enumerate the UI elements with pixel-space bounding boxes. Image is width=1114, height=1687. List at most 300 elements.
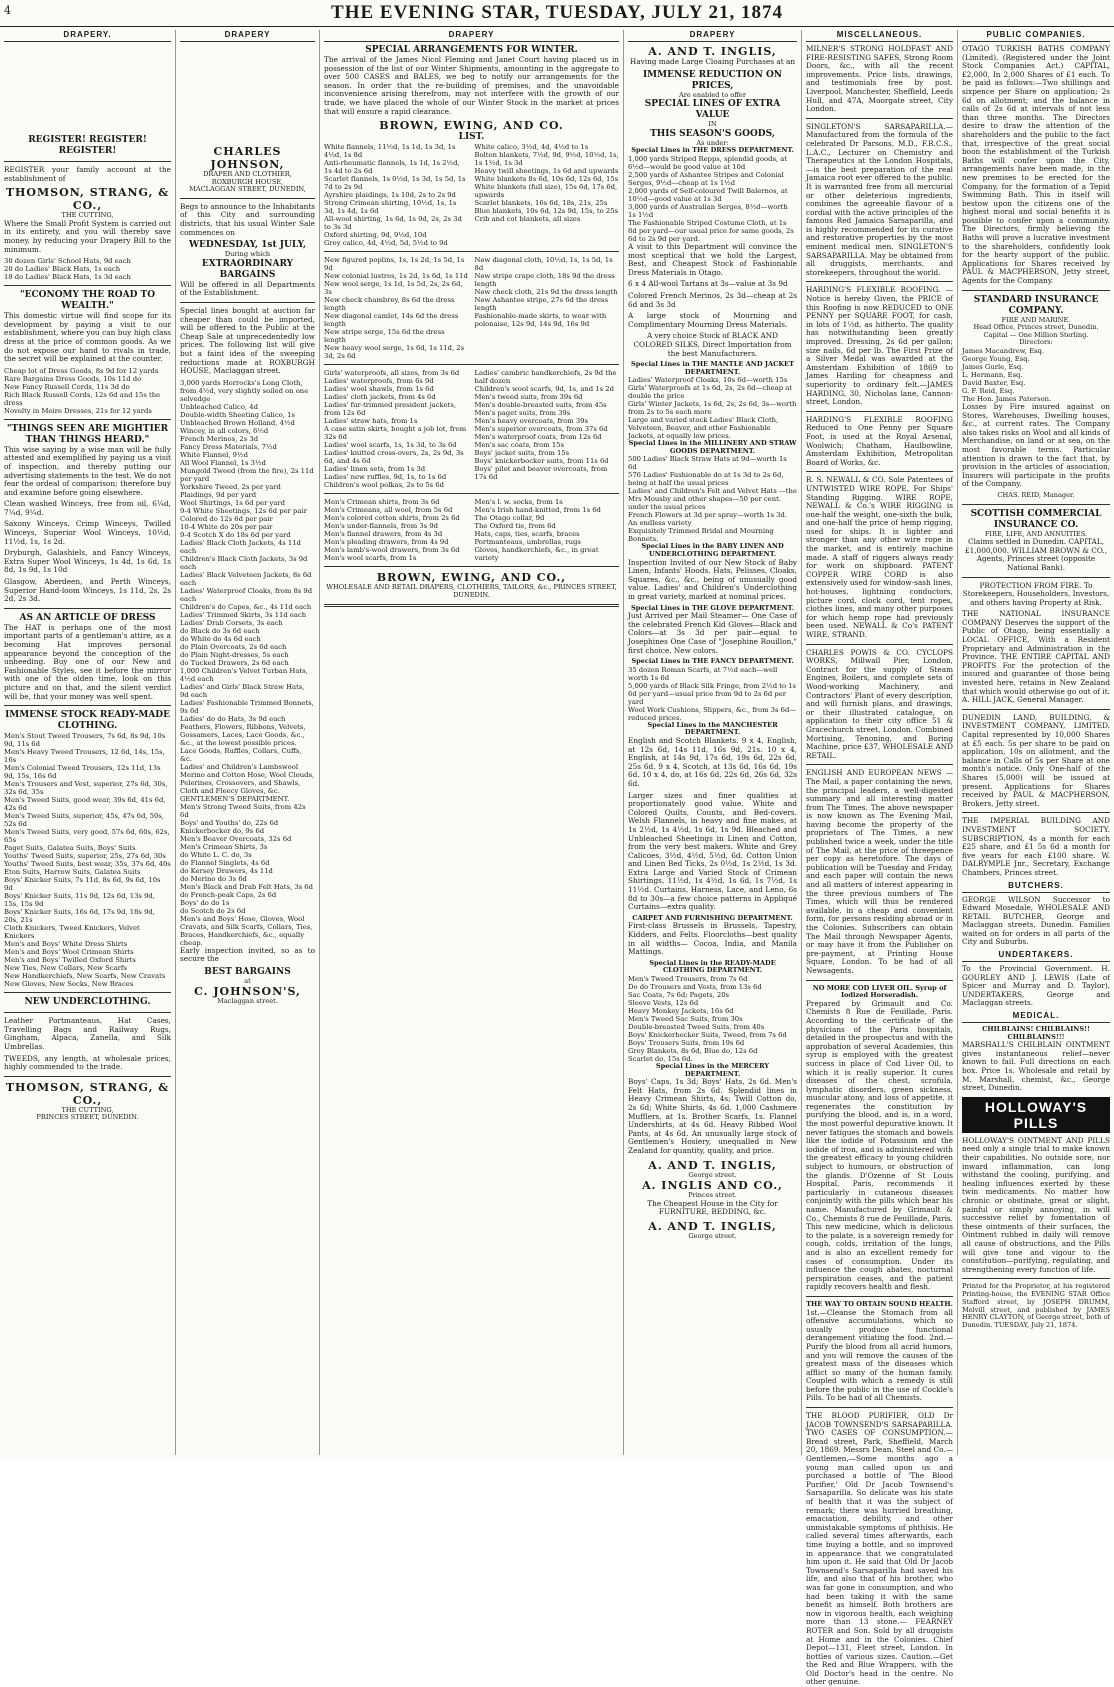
list-item: White Flannel, 9½d [180,450,248,459]
list-item: Hats, caps, ties, scarfs, braces [474,530,580,539]
list-item: Oxford shirting, 9d, 9½d, 10d [324,231,427,240]
list-item: Fancy Dress Materials, 7½d [180,442,277,451]
list-item: Men's Strong Tweed Suits, from 42s 6d [180,802,306,819]
way-title: THE WAY TO OBTAIN SOUND HEALTH. [806,1299,953,1308]
portmanteaus: Leather Portmanteaus, Hat Cases, Travelling Bags and Railway Rugs, Gingham, Alpaca, Zanella, and Silk Umbrellas. [4,1016,171,1051]
dress-lot: Cheap lot of Dress Goods, 8s 9d for 12 yards [4,366,159,375]
list-item: Men's under-flannels, from 3s 9d [324,522,439,531]
standard-capital: Capital — One Million Sterling. [983,330,1089,339]
list-item: do Plain Overcoats, 2s 6d each [180,642,287,651]
list-item: White flannels, 11½d, 1s 1d, 1s 3d, 1s 4½d, 1s 8d [324,143,456,160]
dress-title: Special Lines in THE DRESS DEPARTMENT. [631,146,794,155]
list-item: New stripe crape cloth, 18s 9d the dress length [474,272,615,289]
list-item: The Hon. James Paterson. [962,395,1052,403]
list-item: Men's paget suits, from 39s [474,409,571,418]
list-item: Men's Crimean Shirts, 3s [180,842,268,851]
glove-body: Just Arrived per Mail Steamer— One Case of the celebrated French Kid Gloves—Black and Colors—at 3s 3d per pair—equal to Josephines One Case of "Josephine Rouillon," first choice. New colors. [628,611,797,655]
list-item: New wool serge, 1s 1d, 1s 5d, 2s, 2s 6d, 3s [324,280,463,297]
johnson-footer-street: Maclaggan street. [217,997,278,1006]
list-item: do French-peak Caps, 2s 6d [180,890,277,899]
list-item: Unbleached Brown Holland, 4½d [180,418,295,427]
list-item: Scarlet do, 15s 6d. [628,1055,693,1063]
princes-street: Princes street. [688,1191,737,1200]
list-item: Bolton blankets, 7½d, 9d, 9½d, 10½d, 1s, 1s 1½d, 1s 3d [474,151,619,168]
millinery-items [628,455,797,543]
list-item: do White L. C. do, 3s [180,850,252,859]
list-item: Boys' and Youths' do, 22s 6d [180,818,279,827]
larger-body: Larger sizes and finer qualities at proportionately good value. White and Colored Quilts, Counts, and Bed-covers. Welsh Flannels, in heavy and fine makes, at 1s 2½d, 1s 4½d, 1s 6d, 1s 9d. Bleached and Unbleached Sheetings in Linen and Cotton, from the very best makers. White and Grey Calicoes, 3½d, 4½d, 5½d, 6d. Cotton Union and Linen Bed Ticks, 2s 0½d, 1s 2½d, 1s 3d. Extra Large and Varied Stock of Crimean Shirtings, 11½d, 1s 4½d, 1s 6d, 1s 7½d, 1s 11½d. Curtains, Harness, Lace, and Leno, 6s 8d to 30s—a few choice patterns in Appliqué Curtains—extra quality. [628,790,797,912]
inglis-visit: A visit to this Department will convince the most sceptical that we hold the Largest, Best, and Cheapest Stock of Fashionable Dress Materials in Otago. [628,241,797,277]
list-item: Children's Black Cloth Jackets, 3s 9d each [180,554,308,571]
dress-lot: Novelty in Moire Dresses, 21s for 12 yards [4,406,152,415]
list-item: Men's heavy overcoats, from 39s [474,417,588,426]
cheapest-house: The Cheapest House in the City for FURNITURE, BEDDING, &c. [647,1198,778,1217]
clothing-line: Men's Stout Tweed Trousers, 7s 6d, 8s 9d, 10s 9d, 11s 6d [4,732,166,749]
list-right [475,143,620,247]
during-label: During which [224,250,271,259]
list-item: Men's pleading drawers, from 4s 9d [324,538,449,547]
hat-line: 20 do Ladies' Black Hats, 1s each [4,265,121,274]
list-item: Exquisitely Trimmed Bridal and Mourning Bonnets. [628,527,774,544]
page-number: 4 [4,4,11,17]
list-item: Men's Irish hand-knitted, from 1s 6d [474,506,601,515]
list-item: Men's wool scarfs, from 1s [324,554,417,563]
list-item: L. Hermann, Esq. [962,371,1023,379]
list-item: Ladies' Black Velveteen Jackets, 8s 6d each [180,570,312,587]
list-item: Ladies' do do Hats, 3s 9d each [180,714,286,723]
powis-ad: CHARLES POWIS & CO. CYCLOPS WORKS, Millwall Pier, London, Contract for the supply of Steam Engines, Boilers, and complete sets of Wood-working Machinery, and Contractors' Plant of every description, and will furnish plans, and drawings, or their illustrated catalogue, on application to their city office 51 & Gracechurch street, London. Combined Mortising, Tenoning, and Boring Machine, price £37, WHOLESALE AND RETAIL. [806,647,953,760]
inglis-tartan: 6 x 4 All-wool Tartans at 3s—value at 3s 9d [628,279,788,289]
article-body: The HAT is perhaps one of the most important parts of a gentleman's attire, as a becoming Hat improves personal appearance beyond the conception of the unheeding. Buy one of our New and Fashionable Styles, see it before the mirror with one of the olden time, look on this picture and on that, and the silent verdict will be, that your money was well spent. [4,622,171,701]
newall-ad: R. S. NEWALL & CO. Sole Patentees of UNTWISTED WIRE ROPE, For Ships' Standing Rigging. WIRE ROPE, NEWALL & Co.'s WIRE RIGGING is one-half the weight, one-sixth the bulk, and one-half the price of hemp rigging, used for ships. It is lighter and stronger than any other wire rope in the market, and is entirely machine made. A staff of riggers always ready for work on shipboard. PATENT COPPER WIRE CORD is also extensively used for window-sash lines, hot-houses, lightning conductors, picture cord, clock cord, tent ropes, clothes lines, and many other purposes for which hemp rope had previously been used. NEWALL & Co's PATENT WIRE, STRAND. [806,475,953,639]
clothing-line: Men's Tweed Suits, good wear, 39s 6d, 41s 6d, 42s 6d [4,796,166,813]
list-item: Men's and Boys' Hose, Gloves, Wool Cravats, and Silk Scarfs, Collars, Ties, Braces, Handkerchiefs, &c., equally cheap. [180,914,313,947]
list-item: Men's lamb's-wool drawers, from 3s 6d [324,546,460,555]
protection-notice: PROTECTION FROM FIRE. To Storekeepers, Householders, Investors, and others having Property at Risk. [962,580,1110,607]
list-item: do Merino do 3s 6d [180,874,247,883]
stock-title: IMMENSE STOCK READY-MADE CLOTHING. [5,710,170,732]
list-item: Men's colored cotton shirts, from 2s 6d [324,514,460,523]
hat-line: 30 dozen Girls' School Hats, 9d each [4,257,131,266]
register-body: REGISTER your family account at the establishment of [4,165,171,183]
list-item: White blankets (full size), 15s 6d, 17s 6d, upwards [474,183,618,200]
list-item: do Plain Night-dresses, 5s each [180,650,289,659]
list-item: Men's flannel drawers, from 4s 3d [324,530,443,539]
list-item: Wool Work Cushions, Slippers, &c., from 3s 6d—reduced prices. [628,705,797,722]
list-item: Girls' waterproofs, all sizes, from 3s 6d [324,369,460,378]
list-item: Ladies' Black Cloth Jackets, 4s 11d each [180,538,301,555]
cod-body: Prepared by Grimault and Co. Chemists 8 Rue de Feuillade, Paris. According to the certificate of the physicians of the Paris hospitals, detailed in the prospectus and with the approbation of several Academies, this syrup is employed with the greatest success in place of Cod Liver Oil, to which it is really superior. It cures diseases of the chest, scrofula, lymphatic disorders, green sickness, muscular atony, and loss of appetite, it regenerates the constitution by purifying the blood, and is, in a word, the most powerful depurative known. It never fatigues the stomach and bowels like the iodide of Potassium and the iodide of iron, and is administered with the greatest efficacy to young children subject to humours, or obstruction of the glands. D'Ozenne of St Louis Hospital, Paris, recommends it particularly in cutaneous diseases conjointly with the pills which bear his name. Manufactured by Grimault & Co., Chemists 8 rue de Feuillade, Paris. This new medicine, which is delicious to the palate, is a sovereign remedy for cough, colds, irritation of the lungs, and is also an excellent remedy for cases of consumption. Under its influence the cough abates, nocturnal perspiration ceases, and the patient rapidly recovers health and flesh. [806,998,953,1292]
shirts-left [324,498,469,562]
firm-name: THOMSON, STRANG, & CO., [5,186,170,213]
mantle-items [628,376,797,440]
list-item: Ladies' linen sets, from 1s 3d [324,465,426,474]
list-item: Ladies' Fashionable Trimmed Bonnets, 9s 6d [180,698,314,715]
list-item: Ladies' new ruffles, 9d, 1s, to 1s 6d [324,473,447,482]
list-item: Heavy twill sheetings, 1s 6d and upwards [474,167,619,176]
list-item: 10-4 White do 20s per pair [180,522,273,531]
brown-ewing-firm: BROWN, EWING, AND CO. [379,119,564,133]
list-item: 576 Ladies' Fashionable do at 1s 3d to 2s 6d, being at half the usual prices [628,471,784,488]
inglis-colored: Colored French Merinos, 2s 3d—cheap at 2s 6d and 3s 3d [628,290,797,309]
tweeds: TWEEDS, any length, at wholesale prices, highly commended to the trade. [4,1053,171,1072]
fancy-title: Special Lines in THE FANCY DEPARTMENT. [631,657,794,666]
girls-right [475,369,620,489]
special-lines: Special lines bought at auction far cheaper than could be imported, will be offered to the Public at the Cheap Sale at unprecedentedly low prices. The following list will give but a faint idea of the sweeping reductions made at ROXBURGH HOUSE, Maclaggan street. [180,305,315,376]
directors-label: Directors: [1019,338,1053,347]
clothing-line: Boys' Knicker Suits, 16s 6d, 17s 9d, 18s 9d, 20s, 21s [4,908,155,925]
column-miscellaneous [802,30,958,1687]
list-item: Children's wool polkas, 2s to 5s 6d [324,481,444,490]
column-heading: PUBLIC COMPANIES. [962,30,1110,42]
list-item: David Baxter, Esq. [962,379,1026,387]
special-arrangements-title: SPECIAL ARRANGEMENTS FOR WINTER. [365,45,578,55]
list-item: Do do Trousers and Vests, from 13s 6d [628,983,762,991]
clothing-line: New Ties, New Collars, New Scarfs [4,964,127,973]
clothing-line: Men's and Boys' White Dress Shirts [4,940,128,949]
merinos-left [324,256,469,360]
list-item: Colored do 12s 6d per pair [180,514,273,523]
list-item: 2,000 yards of Self-coloured Twill Balernos, at 10½d—good value at 1s 3d [628,186,788,203]
butchers-heading: BUTCHERS. [962,881,1110,893]
inglis-season: THIS SEASON'S GOODS, [650,128,775,139]
inglis-footer-3: A. AND T. INGLIS, [648,1219,777,1233]
sale-date: WEDNESDAY, 1st JULY, [188,240,307,251]
list-item: Children's wool scarfs, 9d, 1s, and 1s 2d [474,385,614,394]
list-item: Ladies' wool scarfs, 1s, 1s 3d, to 3s 6d [324,441,457,450]
list-item: Boys' do do 1s [180,898,230,907]
list-item: Ladies' fur-trimmed president jackets, from 12s 6d [324,401,457,418]
list-item: 1,000 yards Striped Repps, splendid goods, at 6½d—would be good value at 10d [628,154,788,171]
list-item: The Fashionable Striped Costume Cloth, at 1s 8d per yard—our usual price for same goods, 2s 6d to 2s 9d per yard. [628,218,794,243]
list-item: Crib and cot blankets, all sizes [474,215,581,224]
list-item: Fashionable-made skirts, to wear with polonaise, 12s 9d, 14s 9d, 16s 9d [474,312,607,329]
clothing-line: Men's Colonial Tweed Trousers, 12s 11d, 13s 9d, 15s, 16s 6d [4,764,161,781]
johnson-announce: Begs to announce to the Inhabitants of this City and surrounding districts, that his usual Winter Sale commences on [180,201,315,237]
list-item: Ayrshire plaidings, 1s 10d, 2s to 2s 9d [324,191,456,200]
scottish-title: SCOTTISH COMMERCIAL INSURANCE CO. [970,508,1102,530]
johnson-street: MACLAGGAN STREET, DUNEDIN, [189,185,306,194]
list-item: Ladies' straw hats, from 1s [324,417,418,426]
list-item: 5,000 yards of Black Silk Fringe, from 2½d to 1s 6d per yard—usual price from 9d to 2s 6d per yard [628,681,797,706]
column-heading: DRAPERY [324,30,619,42]
list-item: do Scotch do 2s 6d [180,906,246,915]
johnson-name: CHARLES JOHNSON, [210,145,285,171]
list-item: Blue blankets, 10s 6d, 12s 9d, 15s, to 25s [474,207,619,216]
list-item: Men's Tweed Sac Suits, from 30s [628,1015,743,1023]
column-heading: DRAPERY. [4,30,171,42]
list-item: New Ashantee stripe, 27s 6d the dress length [474,296,608,313]
list-item: Double-width Sheeting Calico, 1s [180,410,295,419]
national-ad: THE NATIONAL INSURANCE COMPANY Deserves the support of the Public of Otago, being essentially a LOCAL OFFICE, With a Resident Proprietary and Administration in the Province. THE ENTIRE CAPITAL AND PROFITS For the protection of the insured and guarantee of those being invested here, retains in New Zealand that which would otherwise go out of it. A. HILL JACK, General Manager. [962,609,1110,705]
list-item: The Oxford tie, from 6d [474,522,556,531]
list-item: The Otago collar, 9d [474,514,545,523]
list-item: New diagonal cloth, 10½d, 1s, 1s 5d, 1s 8d [474,256,613,273]
inglis-intro: Having made Large Cloaing Purchases at an [629,57,796,66]
clothing-line: New Gloves, New Socks, New Braces [4,980,134,989]
millinery-title: Special Lines in the MILLINERY AND STRAW GOODS DEPARTMENT. [628,439,797,455]
list-item: James Gurle, Esq. [962,363,1024,371]
list-item: Men's tweed suits, from 39s 6d [474,393,583,402]
inglis-special: SPECIAL LINES OF EXTRA VALUE [644,99,781,121]
list-item: Ladies' Drab Corsets, 3s each [180,618,283,627]
column-heading: DRAPERY [628,30,797,42]
johnson-footer: C. JOHNSON'S, [194,985,301,999]
list-item: George Young, Esq. [962,355,1030,363]
list-item: Ladies' Trimmed Skirts, 3s 11d each [180,610,307,619]
list-item: Ladies' and Girls' Black Straw Hats, 9d each [180,682,305,699]
list-item: Plaidings, 9d per yard [180,490,257,499]
townsend-ad: THE BLOOD PURIFIER, OLD Dr JACOB TOWNSEND'S SARSAPARILLA. TWO CASES OF CONSUMPTION.—Bread street, Park, Sheffield, March 20, 1869. Messrs Dean, Steel and Co.— Gentlemen,—Some months ago a young man called upon us and purchased a bottle of 'The Blood Purifier,' Old Dr Jacob Townsend's Sarsaparilla. So delicate was his state of health that it was the subject of remark; there was hurried breathing, emaciation, debility, and other unmistakable symptoms of phthisis. He called several times afterwards, each time buying a bottle, and so improved in appearance that we congratulated him upon it. He said that Old Dr Jacob Townsend's Sarsaparilla had saved his life, and also that of his brother, who was far gone in consumption, and who had been taking it with the same benefit as himself. Both brothers are now in vigorous health, each weighing more than 13 stone.— FEARNEY ROTER and Son. Sold by all druggists at Home and in the Colonies. Chief Depot—131, Fleet street, London. In bottles of various sizes. Caution.—Get the Red and Blue Wrappers, with the Old Doctor's head in the centre. No other genuine. [806,1411,953,1687]
list-item: do White do 4s 6d each [180,634,261,643]
brown-ewing-footer-sub: WHOLESALE AND RETAIL DRAPERS, CLOTHIERS, TAILORS, &c., PRINCES STREET, DUNEDIN. [326,583,617,599]
merinos-right [475,256,620,360]
list-item: All-wool shirting, 1s 6d, 1s 9d, 2s, 2s 3d to 3s 3d [324,215,462,232]
list-item: Grey calico, 4d, 4½d, 5d, 5½d to 9d [324,239,448,248]
column-heading: DRAPERY [180,30,315,42]
list-item: Ladies' knitted cross-overs, 2s, 2s 9d, 3s 6d, and 4s 6d [324,449,464,466]
inglis-silks: A very choice Stock of BLACK AND COLORED SILKS, Direct Importation from the best Manufacturers. [633,331,792,358]
list-item: Men's Crimean shirts, from 3s 6d [324,498,440,507]
list-item: New check chambrey, 8s 6d the dress length [324,296,455,313]
list-item: Unbleached Calico, 4d [180,402,258,411]
list-item: Gloves, handkerchiefs, &c., in great variety [474,546,599,563]
list-item: A case satin skirts, bought a job lot, from 32s 6d [324,425,467,442]
list-item: Ladies' cambric handkerchiefs, 2s 9d the half dozen [474,369,617,386]
inglis-name: A. AND T. INGLIS, [648,45,777,58]
list-item: Yorkshire Tweed, 2s per yard [180,482,281,491]
standard-manager: CHAS. REID, Manager. [997,490,1075,499]
column-drapery-inglis [624,30,802,1455]
list-item: 3,000 yards of Australian Serges, 8½d—worth 1s 1½d [628,202,788,219]
singleton-ad: SINGLETON'S SARSAPARILLA.— Manufactured from the formula of the celebrated Dr Parsons, M.D., F.R.C.S., L.A.C., Lecturer on Chemistry and Therapeutics at the London Hospitals,—is the best preparation of the real Jamaica root ever offered to the public. It is warranted free from all mercurial or other deleterious ingredients, combines the agreeable flavour of a cordial with the active principles of the famous Red Jamaica Sarsaparilla, and is highly recommended for its curative and restorative properties by the most eminent medical men. SINGLETON'S SARSAPARILLA. May be obtained from all druggists, merchants, and storekeepers, throughout the world. [806,121,953,277]
list-item: Lace Goods, Ruffles, Collars, Cuffs, &c. [180,746,302,763]
list-item: Scarlet blankets, 16s 6d, 18s, 21s, 25s [474,199,608,208]
list-item: G. F. Reid, Esq. [962,387,1015,395]
list-item: GENTLEMEN'S DEPARTMENT. [180,794,290,803]
list-item: Boys' knickerbocker suits, from 11s 6d [474,457,609,466]
list-heading: LIST. [458,132,485,143]
list-item: Boys' Trousers Suits, from 19s 6d [628,1039,745,1047]
clothing-line: Youths' Tweed Suits, best wear, 35s, 37s 6d, 40s [4,860,171,869]
carpet-body: First-class Brussels in Brussels, Tapestry, Kidders, and Felts. Floorcloths—best quality in all widths— Cocoa, India, and Manila Mattings. [628,921,797,957]
wilson-ad: GEORGE WILSON Successor to Edward Mosedale, WHOLESALE AND RETAIL BUTCHER, George and Maclaggan streets, Dunedin. Families waited on for orders in all parts of the City and Suburbs. [962,894,1110,947]
clothing-line: Men's Trousers and Vest, superior, 27s 6d, 30s, 32s 6d, 35s [4,780,168,797]
clothing-line: Men's Heavy Tweed Trousers, 12 6d, 14s, 15s, 16s [4,748,165,765]
clothing-line: Men's and Boys' Twilled Oxford Shirts [4,956,136,965]
list-item: 1,000 Children's Velvet Turban Hats, 4½d each [180,666,308,683]
milner-ad: MILNER'S STRONG HOLDFAST AND FIRE-RESISTING SAFES, Strong Room Doors, &c., with all the recent improvements. Price lists, drawings, and testimonials free by post. Liverpool, Manchester, Sheffield, Leeds Hull, and 47A, Moorgate street, City London. [806,44,953,114]
list-item: Strong Crimean shirting, 10½d, 1s, 1s 3d, 1s 4d, 1s 6d [324,199,457,216]
list-item: Feathers, Flowers, Ribbons, Velvets, Gossamers, Laces, Lace Goods, &c., &c., at the lowest possible prices. [180,722,306,747]
list-item: 9-4 White Sheetings, 12s 6d per pair [180,506,307,515]
list-item: 35 dozen Roman Scarfs, at 7½d each—well worth 1s 6d [628,665,778,682]
holloway-banner: HOLLOWAY'S PILLS [962,1097,1110,1133]
list-item: New heavy wool serge, 1s 6d, 1s 11d, 2s 3d, 2s 6d [324,344,465,361]
bargains-title: EXTRAORDINARY BARGAINS [201,258,294,280]
list-item: New colonial lustres, 1s 2d, 1s 6d, 1s 11d [324,272,468,281]
scottish-body: Claims settled in Dunedin. CAPITAL, £1,000,000. WILLIAM BROWN & CO., Agents, Princes street (opposite National Bank). [964,537,1108,572]
inglis-footer-2: A. INGLIS AND CO., [642,1179,783,1193]
best-bargains: BEST BARGAINS [204,966,291,977]
scottish-sub: FIRE, LIFE, AND ANNUITIES. [984,529,1088,538]
column-heading: MISCELLANEOUS. [806,30,953,42]
wincey-line: Dryburgh, Galashiels, and Fancy Winceys, Extra Super Wool Winceys, 1s 4d, 1s 6d, 1s 8d, 1s 9d, 1s 10d [4,548,171,575]
inglis-reduction: IMMENSE REDUCTION ON PRICES, [642,69,783,91]
mercery-body: Boys' Caps, 1s 3d; Boys' Hats, 2s 6d. Men's Felt Hats, from 2s 6d. Splendid lines in Heavy Crimean Shirts, 4s; Twill Cotton do, 2s 6d; White Shirts, 4s 6d. 1,000 Cashmere Mufflers, at 1s. Brother Scarfs, 1s. Flannel Undershirts, at 4s 6d. Heavy Ribbed Wool Pants, at 4s 6d. An unusually large stock of Gentlemen's Hosiery, unequalled in New Zealand for quantity, quality, and price. [628,1077,797,1155]
list-item: French Flowers at 3d per spray—worth 1s 3d. An endless variety [628,511,788,528]
baby-body: Inspection Invited of our New Stock of Baby Linen, Infants' Hoods, Hats, Pelisses, Cloaks, Squares, &c., &c., being of unusually good value. Ladies' and Children's Underclothing in great variety, marked at nominal prices. [628,557,797,602]
list-item: Boys' jacket suits, from 15s [474,449,570,458]
list-item: New diagonal camlet, 14s 6d the dress length [324,312,459,329]
list-item: Girls' Waterproofs at 1s 6d, 2s, 2s 6d—cheap at double the price [628,384,792,401]
george-street-2: George street. [688,1231,737,1240]
shirts-right [475,498,620,562]
clothing-line: Eton Suits, Harrow Suits, Galatea Suits [4,868,141,877]
mercery-title: Special Lines in the MERCERY DEPARTMENT. [655,1062,770,1078]
undertakers-heading: UNDERTAKERS. [962,950,1110,962]
special-arrangements-body: The arrival of the James Nicol Fleming and Janet Court having placed us in possession of the list of our Winter Shipments, amounting in the aggregate to over 500 CASES and BALES, we beg to notify our arrangements for the season. In order that the re-building of premises, and the unavoidable inconvenience arising therefrom, may not interfere with the growth of our trade, we have placed the whole of our Winter Stock in the market at prices that will ensure a rapid clearance. [324,55,619,116]
list-left [324,143,469,247]
list-item: do Kersey Drawers, 4s 11d [180,866,273,875]
list-item: Men's waterproof coats, from 12s 6d [474,433,602,442]
list-item: Girls' Winter Jackets, 1s 6d, 2s, 2s 6d, 3s—worth from 2s to 5s each more [628,400,797,417]
list-item: White calico, 3½d, 4d, 4½d to 1s [474,143,589,152]
girls-left [324,369,469,489]
list-item: Men's sac coats, from 15s [474,441,564,450]
directors-list [962,347,1110,403]
george-street-1: George street. [688,1170,737,1179]
footer-firm: THOMSON, STRANG, & CO., [5,1080,170,1107]
list-item: Ladies' Waterproof Cloaks, 10s 6d—worth 15s [628,376,788,385]
list-item: Men's Black and Drab Felt Hats, 3s 6d [180,882,313,891]
clothing-line: Boys' Knicker Suits, 7s 11d, 8s 6d, 9s 6d, 10s 9d [4,876,161,893]
list-item: Ladies' cloth jackets, from 4s 6d [324,393,436,402]
baby-title: Special Lines in the BABY LINEN AND UNDERCLOTHING DEPARTMENT. [641,542,784,559]
will-offer: Will be offered in all Departments of the Establishment. [180,279,315,298]
standard-body: Losses by Fire insured against on Stores, Warehouses, Dwelling houses, &c., at current rates. The Company also takes risks on Wool and all kinds of Merchandise, on land or at sea, on the most favorable terms. Particular attention is drawn to the fact that, by provision in the articles of association, Insurers will participate in the profits of the Company. [962,402,1110,489]
johnson-item-list [180,379,315,947]
dress-items [628,155,797,243]
inglis-under: As under: [696,138,729,147]
register-title: REGISTER! REGISTER! REGISTER! [28,135,147,156]
ready-items [628,975,797,1063]
clothing-line: New Handkerchiefs, New Scarfs, New Cravats [4,972,166,981]
footer-address: PRINCES STREET, DUNEDIN. [36,1113,139,1122]
clothing-line: Cloth Knickers, Tweed Knickers, Velvet Knickers [4,924,140,941]
fancy-items [628,666,797,722]
footer-sub: THE CUTTING, [61,1105,114,1114]
inglis-footer-1: A. AND T. INGLIS, [648,1158,777,1172]
list-item: Ladies' and Children's Lambswool Merino and Cotton Hose, Wool Clouds, Pelerines, Crossovers, and Shawls, Cloth and Fleecy Gloves, &c. [180,762,315,795]
list-item: Men's Tweed Trousers, from 7s 6d [628,975,748,983]
firm-sub: THE CUTTING, [61,211,114,220]
masthead [0,0,1114,27]
list-item: Children's do Capes, &c., 4s 11d each [180,602,312,611]
manchester-body: English and Scotch Blankets. 9 x 4, English, at 12s 6d, 14s 11d, 16s 9d, 21s. 10 x 4, English, at 14s 9d, 17s 6d, 19s 6d, 22s 6d, 25s 6d. 9 x 4, Scotch, at 13s 6d, 16s 6d, 19s 6d. 10 x 4, do, at 16s 6d, 22s 6d, 26s 6d, 32s 6d. [628,735,797,788]
list-item: 500 Ladies' Black Straw Hats at 9d—worth 1s 6d [628,455,787,472]
list-item: New check cloth, 21s 9d the dress length [474,288,618,297]
ready-title: Special Lines in the READY-MADE CLOTHING DEPARTMENT. [649,958,776,975]
list-item: Anti-rheumatic flannels, 1s 1d, 1s 2½d, 1s 4d to 2s 6d [324,159,460,176]
glove-title: Special Lines in THE GLOVE DEPARTMENT. [631,603,794,612]
list-item: do Tucked Drawers, 2s 6d each [180,658,289,667]
column-public-companies [958,30,1114,1455]
list-item: Men's Crimeans, all wool, from 5s 6d [324,506,453,515]
column-drapery-brown-ewing [320,30,624,1455]
mantle-title: Special Lines in THE MANTLE AND JACKET DEPARTMENT. [631,360,794,376]
things-body: This wise saying by a wise man will be fully attested and exemplified by paying us a visit of inspection, and thereby putting our advertising statements to the test. We do not fear the ordeal of comparison; therefore buy and examine before going elsewhere. [4,444,171,497]
clothing-line: Paget Suits, Galatea Suits, Boys' Suits [4,844,136,853]
list-item: do Flannel Singlets, 4s 6d [180,858,270,867]
gourley-ad: To the Provincial Government. H. GOURLEY AND J. LEWIS (Late of Spicer and Murray and D. Taylor), UNDERTAKERS, George and Maclaggan streets. [962,964,1110,1008]
list-item: Scarlet flannels, 1s 0½d, 1s 3d, 1s 5d, 1s 7d to 2s 9d [324,175,466,192]
list-item: Large and varied stock Ladies' Black Cloth, Velveteen, Beaver, and other Fashionable Jackets, at equally low prices. [628,416,779,441]
hat-line: 18 do Ladies' Black Hats, 1s 3d each [4,273,131,282]
clothing-line: Men's Tweed Suits, very good, 57s 6d, 60s, 62s, 65s [4,828,170,845]
list-item: 3,000 yards Horrocks's Long Cloth, from 4½d, very slightly soiled on one selvedge [180,378,309,403]
dress-lot: Rich Black Russell Cords, 12s 6d and 15s the dress [4,390,161,407]
list-item: Wool Shirtings, 1s 6d per yard [180,498,286,507]
johnson-house: ROXBURGH HOUSE, [211,177,284,186]
early-invite: Early inspection invited, so as to secure the [180,945,315,964]
inglis-mourning: A large stock of Mourning and Complimentary Mourning Dress Materials. [628,311,797,329]
column-drapery-thomson [0,30,176,1455]
list-item: Grey Blankets, 8s 6d, Blue do, 12s 6d [628,1047,758,1055]
list-item: Men's double-breasted suits, from 45s [474,401,607,410]
underclothing-title: NEW UNDERCLOTHING. [24,997,151,1008]
harding-ad-1: HARDING'S FLEXIBLE ROOFING. —Notice is hereby Given, the PRICE of this Roofing is now REDUCED to ONE PENNY per SQUARE FOOT, for cash, in lots of 1½d, as hitherto. The quality has notwithstanding been greatly improved. Dressing, 2s 6d per gallon; size nails, 6d per lb. The First Prize of a Silver Medal was awarded at the Amsterdam Exhibition of 1869 to James Harding for cheapness and superiority to ordinary felt.—JAMES HARDING, 30, Nicholas lane, Cannon-street, London. [806,285,953,407]
clothing-line: Men's and Boys' Wool Crimean Shirts [4,948,134,957]
list-item: Ladies' Waterproof Cloaks, from 8s 9d each [180,586,313,603]
manchester-title: Special Lines in the MANCHESTER DEPARTMENT. [647,720,778,737]
list-item: Ladies' waterproofs, from 6s 9d [324,377,434,386]
harding-ad-2: HARDING'S FLEXIBLE ROOFING Reduced to One Penny per Square Foot, is used at the Royal Arsenal, Woolwich; Chatham, Haulbowline, Amsterdam Exhibition, Metropolitan Board of Works, &c. [806,414,953,467]
economy-title: "ECONOMY THE ROAD TO WEALTH." [19,290,156,312]
column-drapery-johnson [176,30,320,1455]
list-item: New figured poplins, 1s, 1s 2d, 1s 5d, 1s 9d [324,256,465,273]
list-item: Heavy Monkey Jackets, 16s 6d [628,1007,734,1015]
list-item: James Macandrew, Esq. [962,347,1045,355]
list-item: Ladies' wool shawls, from 1s 6d [324,385,434,394]
list-item: Knickerbocker do, 9s 6d [180,826,265,835]
dunedin-land-ad: DUNEDIN LAND, BUILDING, & INVESTMENT COMPANY, LIMITED. Capital represented by 10,000 Shares at £5 each. 5s per share to be paid on application, 10s on allotment, and the balance in Calls of 5s per Share at one month's notice. Only One-half of the Shares (5,000) will be issued at present. Applications for Shares received by PAUL & MACPHERSON, Brokers, Jetty street. [962,712,1110,808]
list-item: 2,500 yards of Ashantee Stripes and Colonial Serges, 9½d—cheap at 1s 1½d [628,170,784,187]
article-title: AS AN ARTICLE OF DRESS [19,612,156,623]
johnson-trade: DRAPER AND CLOTHIER, [203,170,292,178]
list-item: Boys' pilot and beaver overcoats, from 17s 6d [474,465,608,482]
at-label: at [244,976,251,985]
economy-body: This domestic virtue will find scope for its development by paying a visit to our establishment, where you can buy high class dress at the price of common goods. As we do not expose our hand to rivals in trade, the secret will be explained at the counter. [4,311,171,364]
list-item: Men's l. w. socks, from 1s [474,498,563,507]
list-item: Mungold Tweed (from the fire), 2s 11d per yard [180,466,314,483]
inglis-in: IN [708,120,717,129]
list-item: All Wool Flannel, 1s 3½d [180,458,266,467]
wincey-line: Clean washed Winceys, free from oil, 6¼d, 7¼d, 9¼d. [4,499,171,517]
wincey-line: Saxony Winceys, Crimp Winceys, Twilled Winceys, Superior Wool Winceys, 10½d, 11½d, 1s, 1s 2d. [4,519,171,546]
marshall-ad: MARSHALL'S CHILBLAIN OINTMENT gives instantaneous relief—never known to fail. Full directions on each box. Price 1s. Wholesale and retail by M. Marshall, chemist, &c., George street, Dunedin. [962,1040,1110,1093]
list-item: French Merinos, 2s 3d [180,434,259,443]
list-item: Sac Coats, 7s 6d; Pagets, 20s [628,991,730,999]
list-item: Boys' Knickerbocker Suits, Tweed, from 7s 6d [628,1031,787,1039]
list-item: Men's Beaver Overcoats, 32s 6d [180,834,292,843]
list-item: Double-breasted Tweed Suits, from 40s [628,1023,765,1031]
way-body: 1st.—Cleanse the Stomach from all offensive accumulations, which so usually produce functional derangement vitiating the food. 2nd.—Purify the blood from all acrid humors, and you will remove the causes of the greatest mass of the diseases which afflict so many of the human family. Coupled with which a remedy is still before the public in the use of Cockle's Pills. To be had of all Chemists. [806,1307,953,1403]
things-title: "THINGS SEEN ARE MIGHTIER THAN THINGS HEARD." [6,423,169,445]
list-item: New stripe serge, 15s 6d the dress length [324,328,445,345]
wincey-line: Glasgow, Aberdeen, and Perth Winceys, Superior Hand-loom Winceys, 1s 11d, 2s, 2s 2d, 2s 3d. [4,577,171,604]
turkish-baths-ad: OTAGO TURKISH BATHS COMPANY (Limited). (Registered under the Joint Stock Companies Act.) CAPITAL, £2,000, In 2,000 Shares of £1 each. To be paid as follows:—Two shillings and sixpence per Share on application; 2s 6d on allotment; and the balance in calls of 2s 6d at intervals of not less than three months. The Directors desire to draw the attention of the shareholders and the public to the fact that, irrespective of the great social boon the establishment of the Turkish Baths will confer upon the City, arrangements have been made, in the new premises to be erected for the Company, for the formation of a Tepid Swimming Bath. This in itself will bestow upon the citizens one of the highest moral and social benefits it is possible to confer upon a community. The Directors, firmly believing the Baths will prove a lucrative investment to the shareholders, confidently look for the hearty support of the public. Applications for Shares received by PAUL & MACPHERSON, Jetty street, Agents for the Company. [962,44,1110,286]
